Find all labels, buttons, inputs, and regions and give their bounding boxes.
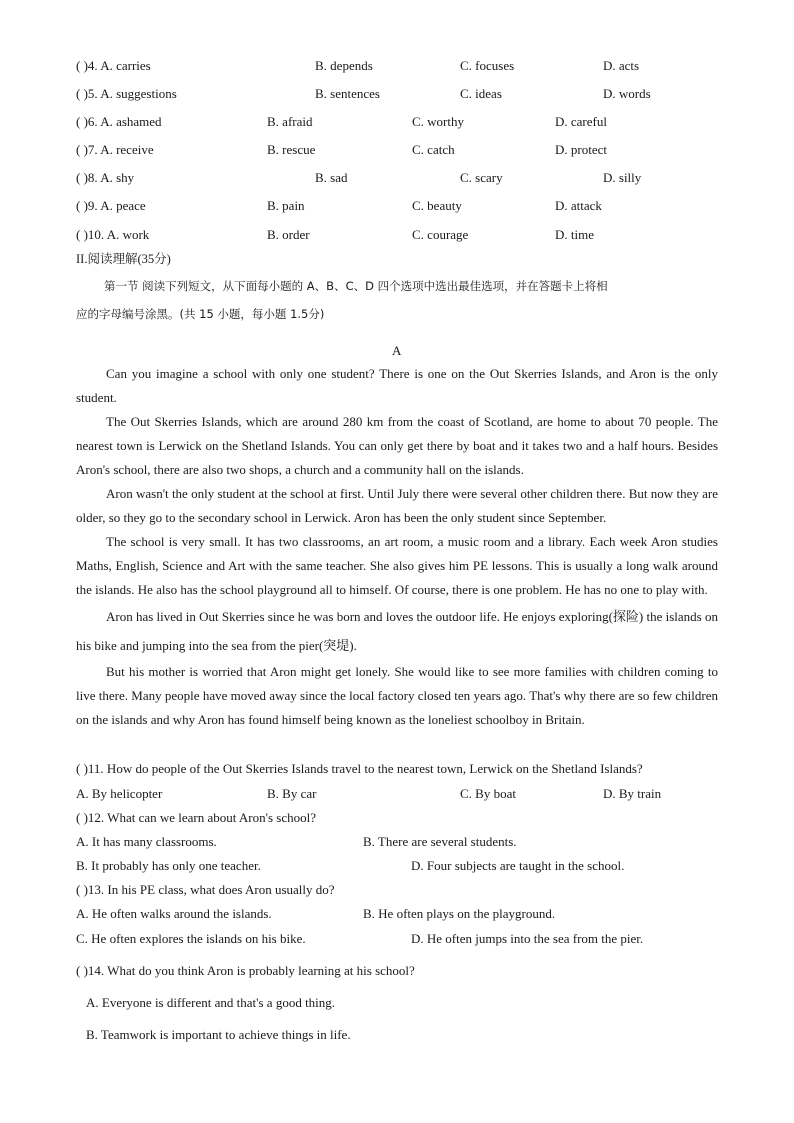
instructions-line-1: 第一节 阅读下列短文，从下面每小题的 A、B、C、D 四个选项中选出最佳选项，并在答题卡上将相 [104,279,608,293]
q11-option-a: A. By helicopter [76,786,163,801]
q8-option-a: ( )8. A. shy [76,170,135,185]
q6-option-c: C. worthy [412,114,464,129]
q9-option-b: B. pain [267,198,305,213]
q9-option-a: ( )9. A. peace [76,198,146,213]
q8-option-c: C. scary [460,170,503,185]
passage-paragraph-4: The school is very small. It has two classrooms, an art room, a music room and a library. Each week Aron studies Maths, English, Science and Art with the same teacher. She also gives him PE lessons. This is usually a long walk around the islands. He also has the school playground all to himself. Of course, there is one problem. He has no one to play with. [76,534,718,597]
passage-label: A [392,343,402,358]
q4-option-b: B. depends [315,58,373,73]
q5-option-a: ( )5. A. suggestions [76,86,177,101]
section-title: II.阅读理解(35分) [76,252,171,266]
q9-option-c: C. beauty [412,198,462,213]
q14-option-b: B. Teamwork is important to achieve things in life. [86,1027,351,1042]
q11-option-c: C. By boat [460,786,516,801]
q6-option-b: B. afraid [267,114,313,129]
q10-option-d: D. time [555,227,594,242]
q13-option-a: A. He often walks around the islands. [76,906,272,921]
q12-option-d: D. Four subjects are taught in the school. [411,858,625,873]
q13-stem: ( )13. In his PE class, what does Aron usually do? [76,882,335,897]
passage-paragraph-2: The Out Skerries Islands, which are around 280 km from the coast of Scotland, are home to about 70 people. The nearest town is Lerwick on the Shetland Islands. You can only get there by boat and it takes two and a half hours. Besides Aron's school, there are also two shops, a church and a community hall on the islands. [76,414,718,477]
q8-option-b: B. sad [315,170,348,185]
q5-option-d: D. words [603,86,651,101]
q11-stem: ( )11. How do people of the Out Skerries Islands travel to the nearest town, Lerwick on the Shetland Islands? [76,761,643,776]
q7-option-d: D. protect [555,142,607,157]
passage-paragraph-1: Can you imagine a school with only one student? There is one on the Out Skerries Islands, and Aron is the only student. [76,366,718,405]
q13-option-c: C. He often explores the islands on his bike. [76,931,306,946]
q9-option-d: D. attack [555,198,602,213]
q12-option-b: B. There are several students. [363,834,517,849]
passage-paragraph-6: But his mother is worried that Aron might get lonely. She would like to see more families with children coming to live there. Many people have moved away since the local factory closed ten years ago. That's why there are so few children on the islands and why Aron has found himself being known as the loneliest schoolboy in Britain. [76,664,718,727]
q14-option-a: A. Everyone is different and that's a good thing. [86,995,336,1010]
passage-paragraph-5: Aron has lived in Out Skerries since he was born and loves the outdoor life. He enjoys exploring(探险) the islands on his bike and jumping into the sea from the pier(突堤). [76,609,718,653]
q11-option-b: B. By car [267,786,317,801]
q5-option-b: B. sentences [315,86,380,101]
q10-option-c: C. courage [412,227,469,242]
passage-paragraph-3: Aron wasn't the only student at the school at first. Until July there were several other children there. But now they are older, so they go to the secondary school in Lerwick. Aron has been the only student since September. [76,486,718,525]
q4-option-a: ( )4. A. carries [76,58,151,73]
q7-option-b: B. rescue [267,142,316,157]
q12-option-c: B. It probably has only one teacher. [76,858,261,873]
q10-option-b: B. order [267,227,310,242]
q5-option-c: C. ideas [460,86,502,101]
q10-option-a: ( )10. A. work [76,227,150,242]
q13-option-b: B. He often plays on the playground. [363,906,556,921]
q6-option-a: ( )6. A. ashamed [76,114,162,129]
q7-option-c: C. catch [412,142,455,157]
q13-option-d: D. He often jumps into the sea from the pier. [411,931,644,946]
q11-option-d: D. By train [603,786,662,801]
q4-option-d: D. acts [603,58,640,73]
q6-option-d: D. careful [555,114,607,129]
q12-option-a: A. It has many classrooms. [76,834,217,849]
q7-option-a: ( )7. A. receive [76,142,154,157]
q12-stem: ( )12. What can we learn about Aron's school? [76,810,316,825]
q8-option-d: D. silly [603,170,642,185]
q14-stem: ( )14. What do you think Aron is probably learning at his school? [76,963,415,978]
instructions-line-2: 应的字母编号涂黑。(共 15 小题，每小题 1.5分) [76,307,325,321]
passage-body [76,362,718,732]
q4-option-c: C. focuses [460,58,515,73]
